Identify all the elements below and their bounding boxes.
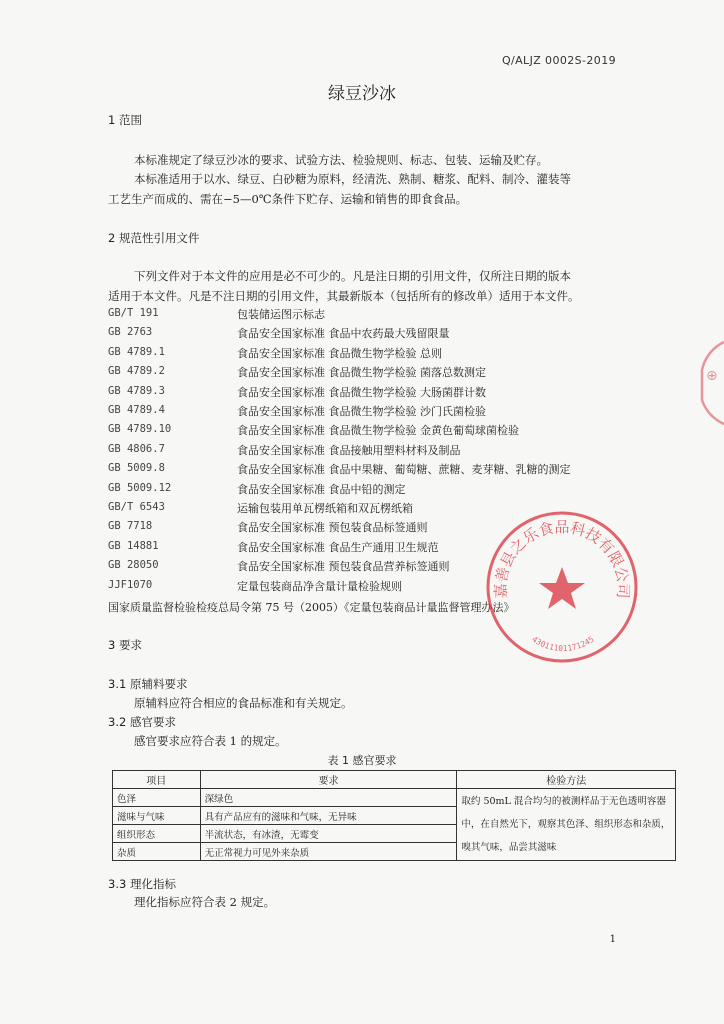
reference-note: 国家质量监督检验检疫总局令第 75 号（2005）《定量包装商品计量监督管理办法》	[108, 601, 515, 614]
page-number: 1	[609, 934, 616, 945]
table-cell-item: 组织形态	[113, 825, 201, 843]
document-title: 绿豆沙冰	[328, 84, 396, 104]
seal-number: 43011101171245	[530, 634, 596, 654]
section-1-heading: 1 范围	[108, 113, 142, 127]
table-cell-item: 杂质	[113, 843, 201, 861]
table-cell-method: 取约 50mL 混合均匀的被测样品于无色透明容器中，在自然光下，观察其色泽、组织形态和杂质，嗅其气味，品尝其滋味	[457, 789, 676, 861]
reference-code: GB 4789.10	[108, 423, 172, 436]
reference-title: 运输包装用单瓦楞纸箱和双瓦楞纸箱	[237, 502, 413, 515]
company-seal	[482, 507, 642, 667]
reference-code: GB 14881	[108, 539, 159, 552]
reference-title: 包装储运图示标志	[237, 308, 325, 321]
table-cell-requirement: 具有产品应有的滋味和气味，无异味	[200, 807, 457, 825]
reference-title: 食品安全国家标准 食品微生物学检验 总则	[237, 346, 442, 360]
section-3-heading: 3 要求	[108, 638, 142, 652]
reference-code: GB 4789.2	[108, 365, 165, 378]
reference-code: GB/T 6543	[108, 501, 165, 513]
section-1-para-2b: 工艺生产而成的、需在−5—0℃条件下贮存、运输和销售的即食食品。	[108, 192, 468, 206]
table-cell-requirement: 深绿色	[200, 789, 457, 807]
section-1-para-2a: 本标准适用于以水、绿豆、白砂糖为原料，经清洗、熟制、糖浆、配料、制冷、灌装等	[134, 172, 571, 186]
table-cell-item: 色泽	[113, 789, 201, 807]
reference-title: 食品安全国家标准 食品微生物学检验 菌落总数测定	[237, 366, 486, 380]
reference-code: GB 4806.7	[108, 442, 165, 455]
section-3-2-heading: 3.2 感官要求	[108, 715, 176, 729]
section-1-para-1: 本标准规定了绿豆沙冰的要求、试验方法、检验规则、标志、包装、运输及贮存。	[134, 153, 548, 167]
seal-text: 嘉善县之乐食品科技有限公司	[491, 518, 633, 599]
table-cell-item: 滋味与气味	[113, 807, 201, 825]
reference-code: GB 4789.4	[108, 404, 165, 416]
reference-code: JJF1070	[108, 578, 153, 591]
standard-code: Q/ALJZ 0002S-2019	[501, 54, 616, 67]
section-2-heading: 2 规范性引用文件	[108, 231, 200, 245]
reference-code: GB 7718	[108, 520, 153, 533]
reference-title: 食品安全国家标准 食品微生物学检验 金黄色葡萄球菌检验	[237, 424, 519, 438]
reference-code: GB 5009.12	[108, 481, 172, 494]
reference-title: 食品安全国家标准 预包装食品营养标签通则	[237, 560, 450, 574]
section-3-3-text: 理化指标应符合表 2 规定。	[134, 895, 276, 909]
section-2-para-1b: 适用于本文件。凡是不注日期的引用文件，其最新版本（包括所有的修改单）适用于本文件。	[108, 289, 580, 303]
table-row	[113, 789, 676, 807]
reference-title: 食品安全国家标准 食品微生物学检验 大肠菌群计数	[237, 385, 486, 399]
reference-title: 食品安全国家标准 食品中果糖、葡萄糖、蔗糖、麦芽糖、乳糖的测定	[237, 463, 571, 477]
reference-title: 食品安全国家标准 预包装食品标签通则	[237, 521, 428, 535]
reference-code: GB 2763	[108, 326, 153, 339]
seal-star-icon	[539, 567, 585, 609]
edge-seal-fragment	[698, 340, 724, 426]
reference-title: 食品安全国家标准 食品中农药最大残留限量	[237, 327, 450, 341]
section-3-1-text: 原辅料应符合相应的食品标准和有关规定。	[134, 696, 353, 710]
reference-code: GB/T 191	[108, 307, 159, 319]
table-header-item: 项目	[113, 771, 201, 789]
reference-title: 食品安全国家标准 食品中铅的测定	[237, 482, 406, 496]
table-cell-requirement: 半流状态，有冰渣，无霉变	[200, 825, 457, 843]
table-header-method: 检验方法	[457, 771, 676, 789]
reference-title: 食品安全国家标准 食品接触用塑料材料及制品	[237, 443, 461, 457]
reference-title: 食品安全国家标准 食品生产通用卫生规范	[237, 540, 439, 554]
section-3-3-heading: 3.3 理化指标	[108, 877, 176, 891]
reference-code: GB 5009.8	[108, 462, 165, 475]
reference-title: 定量包装商品净含量计量检验规则	[237, 579, 402, 593]
table-cell-requirement: 无正常视力可见外来杂质	[200, 843, 457, 861]
reference-code: GB 4789.1	[108, 345, 165, 358]
table-1-caption: 表 1 感官要求	[327, 754, 397, 767]
reference-code: GB 4789.3	[108, 384, 165, 397]
section-3-2-text: 感官要求应符合表 1 的规定。	[134, 734, 287, 748]
table-header-requirement: 要求	[200, 771, 457, 789]
section-3-1-heading: 3.1 原辅料要求	[108, 677, 188, 691]
sensory-requirements-table	[112, 770, 676, 861]
reference-code: GB 28050	[108, 559, 159, 572]
section-2-para-1a: 下列文件对于本文件的应用是必不可少的。凡是注日期的引用文件，仅所注日期的版本	[134, 269, 571, 283]
reference-title: 食品安全国家标准 食品微生物学检验 沙门氏菌检验	[237, 405, 486, 418]
svg-text:⊕: ⊕	[706, 368, 718, 384]
